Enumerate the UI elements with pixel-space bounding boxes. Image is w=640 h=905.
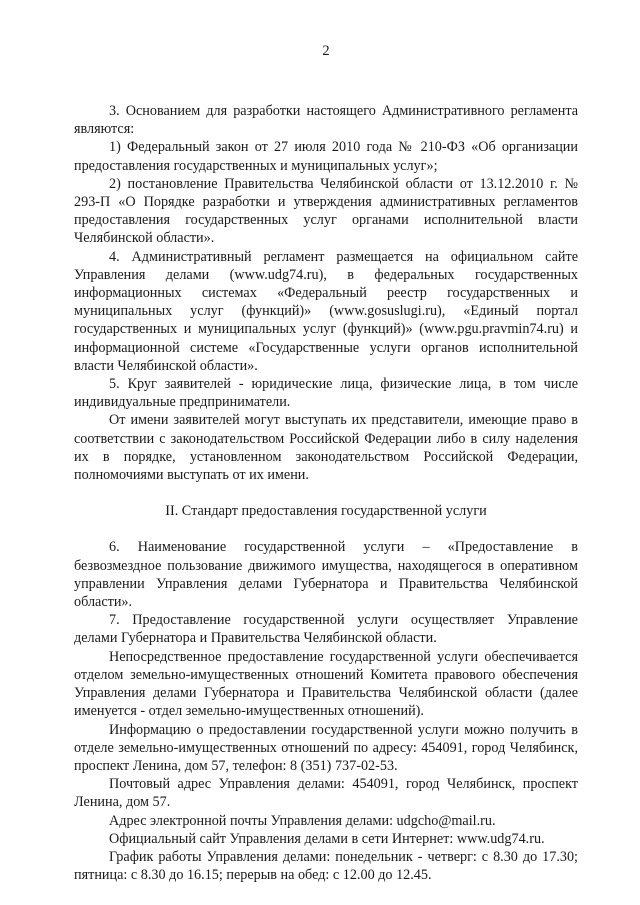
section-standard <box>74 538 578 884</box>
paragraph-3-2-resolution: 2) постановление Правительства Челябинской области от 13.12.2010 г. № 293-П «О Порядке разработки и утверждения административных регламентов предоставления государственных услуг органами исполнительной власти Челябинской области». <box>74 175 578 247</box>
paragraph-working-hours: График работы Управления делами: понедельник - четверг: с 8.30 до 17.30; пятница: с 8.30 до 16.15; перерыв на обед: с 12.00 до 12.45. <box>74 848 578 884</box>
paragraph-information-address: Информацию о предоставлении государственной услуги можно получить в отделе земельно-имущественных отношений по адресу: 454091, город Челябинск, проспект Ленина, дом 57, телефон: 8 (351) 737-02-53. <box>74 721 578 774</box>
paragraph-3-1-federal-law: 1) Федеральный закон от 27 июля 2010 года № 210-ФЗ «Об организации предоставления государственных и муниципальных услуг»; <box>74 139 578 174</box>
section-intro <box>74 102 578 484</box>
paragraph-6-service-name: 6. Наименование государственной услуги – «Предоставление в безвозмездное пользование движимого имущества, находящегося в оперативном управлении Управления делами Губернатора и Правительства Челябинской области». <box>74 539 578 611</box>
paragraph-postal-address: Почтовый адрес Управления делами: 454091, город Челябинск, проспект Ленина, дом 57. <box>74 776 578 811</box>
paragraph-direct-provision: Непосредственное предоставление государственной услуги обеспечивается отделом земельно-имущественных отношений Комитета правового обеспечения Управления делами Губернатора и Правительства Челябинской области (далее именуется - отдел земельно-имущественных отношений). <box>74 648 578 720</box>
section-heading: II. Стандарт предоставления государственной услуги <box>165 503 487 520</box>
paragraph-website: Официальный сайт Управления делами в сети Интернет: www.udg74.ru. <box>109 830 545 847</box>
paragraph-5-applicants: 5. Круг заявителей - юридические лица, физические лица, в том числе индивидуальные предприниматели. <box>74 376 578 411</box>
paragraph-3-basis: 3. Основанием для разработки настоящего Административного регламента являются: <box>74 103 578 138</box>
paragraph-email: Адрес электронной почты Управления делами: udgcho@mail.ru. <box>109 812 496 829</box>
paragraph-7-provider: 7. Предоставление государственной услуги осуществляет Управление делами Губернатора и Правительства Челябинской области. <box>74 612 578 647</box>
paragraph-representatives: От имени заявителей могут выступать их представители, имеющие право в соответствии с законодательством Российской Федерации либо в силу наделения их в порядке, установленном законодательством Российской Федерации, полномочиями выступать от их имени. <box>74 412 578 484</box>
page-number: 2 <box>322 43 330 59</box>
paragraph-4-publication: 4. Административный регламент размещается на официальном сайте Управления делами (www.udg74.ru), в федеральных государственных информационных системах «Федеральный реестр государственных и муниципальных услуг (функций)» (www.gosuslugi.ru), «Единый портал государственных и муниципальных услуг (функций)» (www.pgu.pravmin74.ru) и информационной системе «Государственные услуги органов исполнительной власти Челябинской области». <box>74 248 578 374</box>
